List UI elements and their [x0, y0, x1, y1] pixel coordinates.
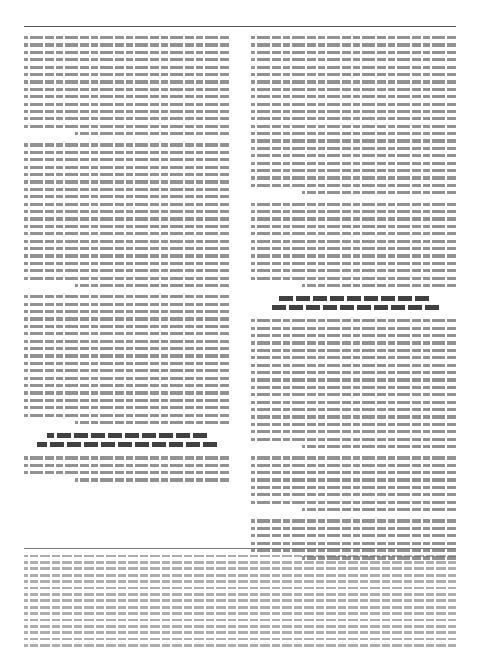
- text-lines: [24, 141, 229, 289]
- text-line: [24, 360, 229, 367]
- section-heading: [251, 294, 456, 312]
- text-line: [24, 282, 229, 289]
- text-line: [251, 93, 456, 100]
- text-line: [251, 137, 456, 144]
- text-line: [251, 208, 456, 215]
- text-line: [251, 339, 456, 346]
- text-line: [24, 215, 229, 222]
- body-paragraph: [24, 141, 229, 289]
- text-lines: [251, 201, 456, 290]
- text-line: [251, 223, 456, 230]
- text-line: [24, 267, 229, 274]
- text-line: [24, 130, 229, 137]
- text-line: [24, 469, 229, 476]
- text-line: [24, 186, 229, 193]
- text-line: [24, 352, 229, 359]
- text-line: [251, 332, 456, 339]
- text-line: [24, 323, 229, 330]
- text-line: [251, 152, 456, 159]
- text-line: [251, 201, 456, 208]
- text-line: [24, 208, 229, 215]
- running-head: [24, 12, 456, 27]
- text-line: [24, 252, 229, 259]
- text-line: [24, 201, 229, 208]
- text-line: [251, 174, 456, 181]
- text-line: [24, 149, 229, 156]
- text-line: [24, 41, 229, 48]
- text-line: [251, 56, 456, 63]
- text-line: [251, 428, 456, 435]
- text-line: [251, 376, 456, 383]
- text-line: [24, 345, 229, 352]
- text-line: [251, 215, 456, 222]
- text-line: [24, 308, 229, 315]
- text-line: [251, 123, 456, 130]
- text-line: [251, 260, 456, 267]
- heading-line: [37, 440, 217, 449]
- text-line: [251, 469, 456, 476]
- footnote-lines: [24, 553, 456, 649]
- text-line: [24, 419, 229, 426]
- text-line: [24, 223, 229, 230]
- text-line: [251, 317, 456, 324]
- text-line: [251, 406, 456, 413]
- text-line: [24, 123, 229, 130]
- text-line: [24, 382, 229, 389]
- text-line: [24, 404, 229, 411]
- text-lines: [24, 454, 229, 484]
- text-line: [251, 362, 456, 369]
- heading-line: [279, 294, 429, 303]
- text-line: [251, 369, 456, 376]
- text-line: [24, 315, 229, 322]
- text-line: [24, 389, 229, 396]
- section-heading: [24, 431, 229, 449]
- text-line: [251, 145, 456, 152]
- text-line: [24, 115, 229, 122]
- text-line: [24, 64, 229, 71]
- footnotes-block: [24, 548, 456, 649]
- document-page: [24, 12, 456, 656]
- text-line: [251, 443, 456, 450]
- text-line: [251, 354, 456, 361]
- text-line: [251, 130, 456, 137]
- text-lines: [24, 293, 229, 426]
- text-line: [251, 491, 456, 498]
- text-lines: [24, 34, 229, 137]
- text-line: [251, 484, 456, 491]
- body-paragraph: [24, 293, 229, 426]
- text-line: [24, 245, 229, 252]
- text-line: [251, 160, 456, 167]
- text-line: [251, 275, 456, 282]
- text-line: [251, 115, 456, 122]
- text-line: [251, 71, 456, 78]
- text-line: [251, 532, 456, 539]
- text-line: [251, 506, 456, 513]
- text-line: [251, 182, 456, 189]
- text-line: [24, 108, 229, 115]
- text-line: [251, 436, 456, 443]
- text-line: [24, 101, 229, 108]
- text-line: [24, 338, 229, 345]
- text-line: [24, 164, 229, 171]
- body-paragraph: [24, 454, 229, 484]
- text-lines: [251, 454, 456, 513]
- heading-line: [47, 431, 207, 440]
- text-line: [251, 101, 456, 108]
- text-line: [24, 230, 229, 237]
- text-line: [251, 167, 456, 174]
- text-line: [24, 642, 456, 648]
- text-line: [24, 56, 229, 63]
- text-line: [251, 64, 456, 71]
- text-lines: [251, 317, 456, 450]
- text-line: [24, 275, 229, 282]
- text-line: [24, 86, 229, 93]
- text-line: [251, 454, 456, 461]
- text-line: [24, 293, 229, 300]
- text-line: [251, 399, 456, 406]
- text-line: [24, 49, 229, 56]
- body-paragraph: [251, 34, 456, 197]
- text-line: [251, 325, 456, 332]
- body-paragraph: [24, 34, 229, 137]
- text-line: [251, 49, 456, 56]
- text-line: [251, 462, 456, 469]
- text-lines: [251, 34, 456, 197]
- text-line: [251, 282, 456, 289]
- text-line: [251, 108, 456, 115]
- text-line: [251, 34, 456, 41]
- text-line: [251, 421, 456, 428]
- text-line: [24, 330, 229, 337]
- text-line: [24, 301, 229, 308]
- body-paragraph: [251, 201, 456, 290]
- text-line: [24, 412, 229, 419]
- text-line: [24, 171, 229, 178]
- text-line: [251, 78, 456, 85]
- text-line: [251, 525, 456, 532]
- text-line: [24, 397, 229, 404]
- text-line: [251, 252, 456, 259]
- text-line: [24, 34, 229, 41]
- text-line: [24, 367, 229, 374]
- text-line: [251, 476, 456, 483]
- text-line: [24, 193, 229, 200]
- text-line: [251, 540, 456, 547]
- text-line: [251, 238, 456, 245]
- text-line: [24, 141, 229, 148]
- text-line: [251, 499, 456, 506]
- text-line: [251, 384, 456, 391]
- text-line: [251, 41, 456, 48]
- heading-line: [269, 303, 439, 312]
- text-line: [251, 189, 456, 196]
- text-line: [251, 347, 456, 354]
- text-line: [251, 413, 456, 420]
- text-line: [251, 267, 456, 274]
- text-line: [251, 230, 456, 237]
- text-line: [24, 71, 229, 78]
- text-line: [24, 260, 229, 267]
- text-line: [24, 462, 229, 469]
- text-line: [24, 476, 229, 483]
- text-line: [24, 454, 229, 461]
- text-line: [24, 178, 229, 185]
- text-line: [24, 78, 229, 85]
- text-line: [24, 375, 229, 382]
- text-line: [24, 238, 229, 245]
- text-line: [24, 156, 229, 163]
- body-paragraph: [251, 454, 456, 513]
- text-line: [251, 86, 456, 93]
- text-line: [251, 391, 456, 398]
- body-paragraph: [251, 317, 456, 450]
- text-line: [251, 245, 456, 252]
- text-line: [24, 93, 229, 100]
- text-line: [251, 517, 456, 524]
